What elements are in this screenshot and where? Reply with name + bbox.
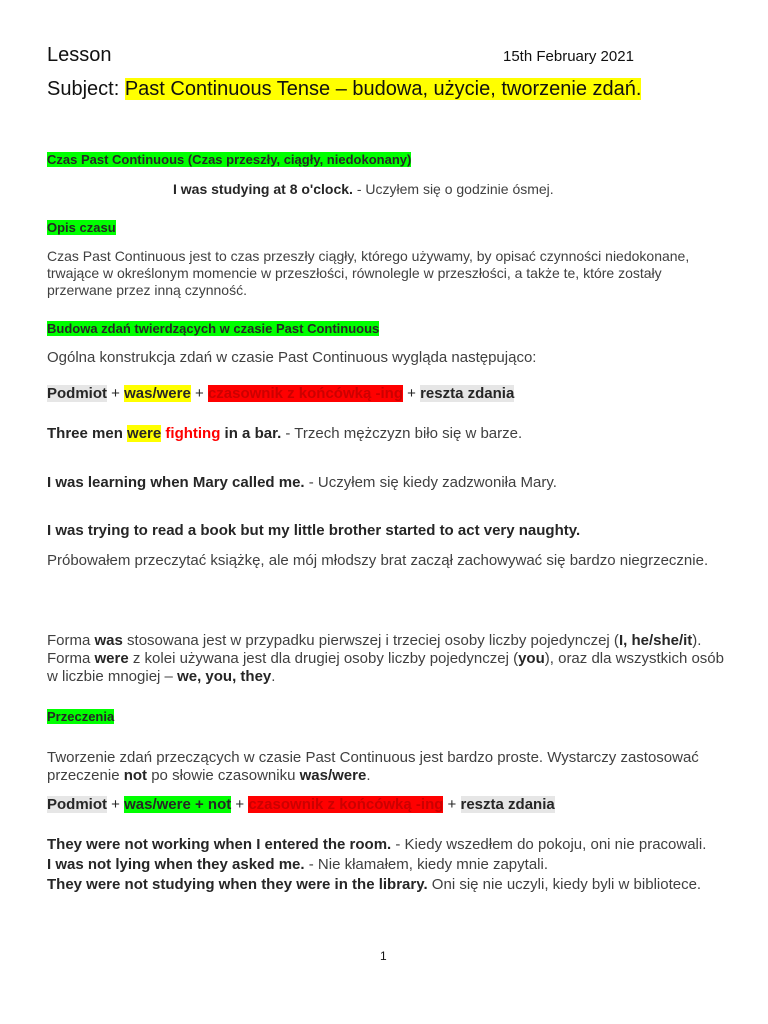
example-sentence: I was studying at 8 o'clock. - Uczyłem się o godzinie ósmej.	[173, 181, 554, 197]
example-sentence: I was trying to read a book but my little brother started to act very naughty.	[47, 522, 581, 539]
section-heading: Budowa zdań twierdzących w czasie Past Continuous	[47, 321, 380, 336]
subject-value: Past Continuous Tense – budowa, użycie, tworzenie zdań.	[124, 78, 642, 100]
page-number: 1	[380, 949, 387, 963]
description-paragraph: Czas Past Continuous jest to czas przeszły ciągły, którego używamy, by opisać czynności niedokonane, trwające w określonym momencie w przeszłości, równolegle w przeszłości, a także te, które zostały przerwane przez inną czynność.	[47, 248, 690, 298]
lesson-title: Lesson	[47, 44, 112, 66]
example-sentence: Three men were fighting in a bar. - Trzech mężczyzn biło się w barze.	[47, 425, 523, 442]
example-sentence: I was learning when Mary called me. - Uczyłem się kiedy zadzwoniła Mary.	[47, 474, 557, 491]
subject-line	[47, 78, 641, 101]
section-heading: Przeczenia	[47, 709, 115, 724]
formula-negative: Podmiot + was/were + not + czasownik z końcówką -ing + reszta zdania	[47, 796, 555, 813]
construction-intro: Ogólna konstrukcja zdań w czasie Past Continuous wygląda następująco:	[47, 349, 537, 366]
example-sentence: I was not lying when they asked me. - Nie kłamałem, kiedy mnie zapytali.	[47, 856, 548, 873]
example-translation: Próbowałem przeczytać książkę, ale mój młodszy brat zaczął zachowywać się bardzo niegrzecznie.	[47, 552, 709, 569]
lesson-date: 15th February 2021	[503, 48, 634, 65]
negative-examples	[47, 835, 737, 895]
forms-paragraph: Forma was stosowana jest w przypadku pierwszej i trzeciej osoby liczby pojedynczej (I, he/she/it). Forma were z kolei używana jest dla drugiej osoby liczby pojedynczej (you), oraz dla wszystkich osób w liczbie mnogiej – we, you, they.	[47, 632, 724, 685]
section-heading: Czas Past Continuous (Czas przeszły, ciągły, niedokonany)	[47, 152, 412, 167]
example-sentence: They were not studying when they were in the library. Oni się nie uczyli, kiedy byli w bibliotece.	[47, 876, 702, 893]
formula-affirmative: Podmiot + was/were + czasownik z końcówką -ing + reszta zdania	[47, 385, 515, 402]
example-sentence: They were not working when I entered the room. - Kiedy wszedłem do pokoju, oni nie pracowali.	[47, 836, 707, 853]
negation-paragraph: Tworzenie zdań przeczących w czasie Past Continuous jest bardzo proste. Wystarczy zastosować przeczenie not po słowie czasowniku was/were.	[47, 749, 699, 784]
section-heading: Opis czasu	[47, 220, 116, 235]
subject-label: Subject:	[47, 78, 125, 100]
